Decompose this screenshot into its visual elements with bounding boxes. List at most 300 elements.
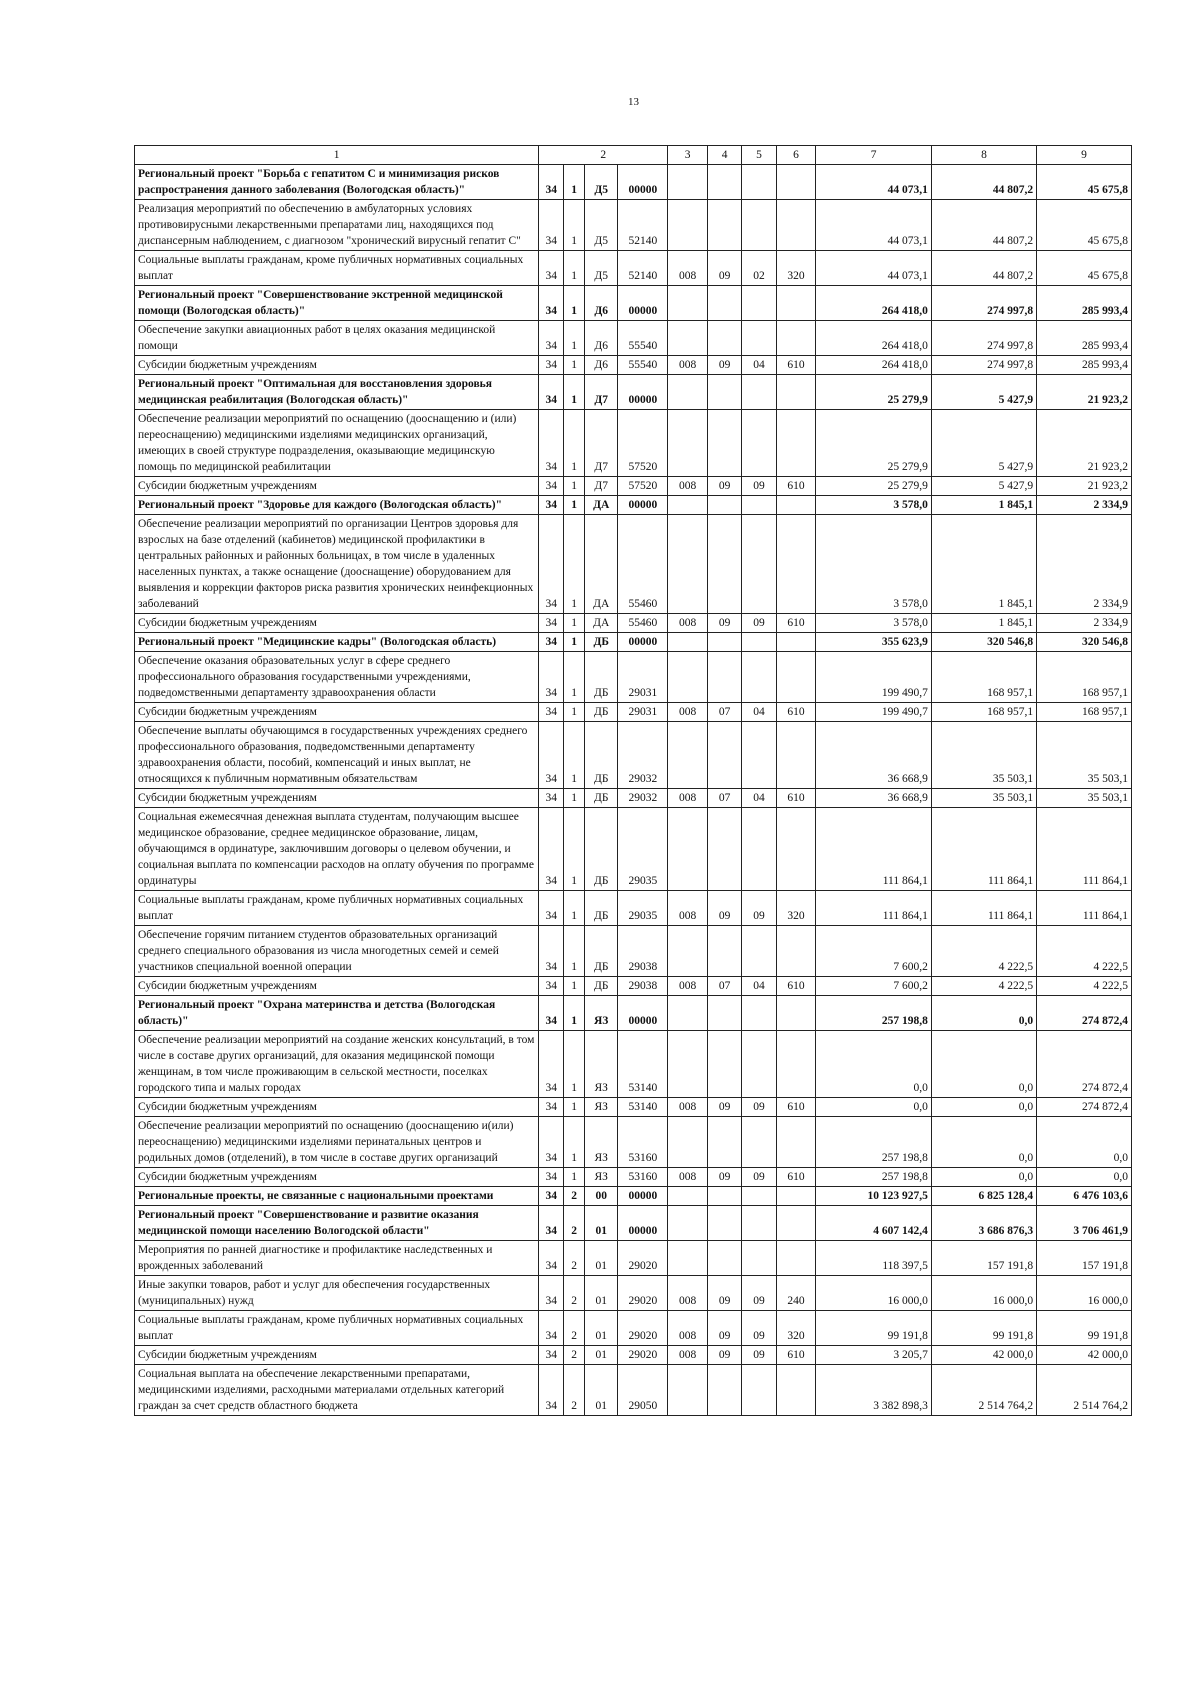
admin-code xyxy=(668,633,708,652)
target-code-2: 1 xyxy=(564,1098,585,1117)
target-code-2: 2 xyxy=(564,1241,585,1276)
section-code: 09 xyxy=(707,1311,741,1346)
amount-year-2: 35 503,1 xyxy=(931,789,1036,808)
amount-year-3: 274 872,4 xyxy=(1037,1031,1132,1098)
amount-year-1: 4 607 142,4 xyxy=(816,1206,932,1241)
subsection-code xyxy=(742,375,776,410)
amount-year-1: 3 382 898,3 xyxy=(816,1365,932,1416)
target-code-3: ДА xyxy=(585,614,618,633)
section-code: 07 xyxy=(707,789,741,808)
section-code: 09 xyxy=(707,614,741,633)
amount-year-2: 111 864,1 xyxy=(931,808,1036,891)
table-row xyxy=(135,515,1132,614)
expense-type-code xyxy=(776,1117,816,1168)
amount-year-1: 3 578,0 xyxy=(816,496,932,515)
subsection-code xyxy=(742,1187,776,1206)
amount-year-3: 45 675,8 xyxy=(1037,200,1132,251)
amount-year-2: 1 845,1 xyxy=(931,496,1036,515)
amount-year-2: 44 807,2 xyxy=(931,200,1036,251)
target-code-3: ДБ xyxy=(585,652,618,703)
row-name: Субсидии бюджетным учреждениям xyxy=(135,1098,539,1117)
target-code-4: 29020 xyxy=(618,1276,668,1311)
target-code-3: 01 xyxy=(585,1365,618,1416)
subsection-code: 09 xyxy=(742,1311,776,1346)
expense-type-code xyxy=(776,652,816,703)
target-code-1: 34 xyxy=(539,251,564,286)
subsection-code xyxy=(742,1117,776,1168)
target-code-2: 1 xyxy=(564,652,585,703)
section-code xyxy=(707,200,741,251)
target-code-4: 00000 xyxy=(618,375,668,410)
amount-year-1: 264 418,0 xyxy=(816,286,932,321)
amount-year-3: 0,0 xyxy=(1037,1168,1132,1187)
section-code xyxy=(707,375,741,410)
expense-type-code xyxy=(776,375,816,410)
target-code-4: 00000 xyxy=(618,1206,668,1241)
target-code-2: 1 xyxy=(564,165,585,200)
target-code-3: ЯЗ xyxy=(585,1168,618,1187)
subsection-code: 09 xyxy=(742,1168,776,1187)
table-row xyxy=(135,1168,1132,1187)
amount-year-2: 3 686 876,3 xyxy=(931,1206,1036,1241)
table-row xyxy=(135,996,1132,1031)
table-row xyxy=(135,703,1132,722)
subsection-code: 09 xyxy=(742,614,776,633)
amount-year-1: 10 123 927,5 xyxy=(816,1187,932,1206)
target-code-1: 34 xyxy=(539,1206,564,1241)
admin-code xyxy=(668,515,708,614)
amount-year-3: 2 334,9 xyxy=(1037,496,1132,515)
row-name: Субсидии бюджетным учреждениям xyxy=(135,477,539,496)
target-code-1: 34 xyxy=(539,200,564,251)
target-code-3: 01 xyxy=(585,1206,618,1241)
subsection-code xyxy=(742,1206,776,1241)
target-code-4: 00000 xyxy=(618,1187,668,1206)
amount-year-3: 6 476 103,6 xyxy=(1037,1187,1132,1206)
expense-type-code xyxy=(776,1187,816,1206)
target-code-1: 34 xyxy=(539,286,564,321)
target-code-3: ЯЗ xyxy=(585,1031,618,1098)
subsection-code xyxy=(742,633,776,652)
header-cell: 4 xyxy=(707,146,741,165)
amount-year-1: 355 623,9 xyxy=(816,633,932,652)
target-code-1: 34 xyxy=(539,1346,564,1365)
admin-code xyxy=(668,1117,708,1168)
admin-code xyxy=(668,496,708,515)
subsection-code: 09 xyxy=(742,1098,776,1117)
table-row xyxy=(135,789,1132,808)
expense-type-code xyxy=(776,321,816,356)
target-code-3: ЯЗ xyxy=(585,1098,618,1117)
amount-year-1: 264 418,0 xyxy=(816,321,932,356)
row-name: Обеспечение реализации мероприятий по организации Центров здоровья для взрослых на базе отделений (кабинетов) медицинской профилактики в центральных районных и районных больницах, в том числе в удаленных населенных пунктах, а также оснащение (дооснащение) оборудованием для выявления и коррекции факторов риска развития хронических неинфекционных заболеваний xyxy=(135,515,539,614)
amount-year-2: 0,0 xyxy=(931,1117,1036,1168)
expense-type-code xyxy=(776,722,816,789)
amount-year-3: 274 872,4 xyxy=(1037,1098,1132,1117)
target-code-3: Д5 xyxy=(585,251,618,286)
expense-type-code xyxy=(776,1241,816,1276)
amount-year-3: 45 675,8 xyxy=(1037,165,1132,200)
table-row xyxy=(135,633,1132,652)
table-row xyxy=(135,375,1132,410)
target-code-1: 34 xyxy=(539,1241,564,1276)
section-code: 07 xyxy=(707,977,741,996)
section-code: 09 xyxy=(707,251,741,286)
amount-year-1: 0,0 xyxy=(816,1031,932,1098)
table-row xyxy=(135,891,1132,926)
subsection-code: 04 xyxy=(742,356,776,375)
admin-code xyxy=(668,321,708,356)
amount-year-2: 111 864,1 xyxy=(931,891,1036,926)
section-code: 09 xyxy=(707,1276,741,1311)
admin-code xyxy=(668,1365,708,1416)
amount-year-2: 6 825 128,4 xyxy=(931,1187,1036,1206)
section-code: 07 xyxy=(707,703,741,722)
target-code-2: 1 xyxy=(564,321,585,356)
target-code-1: 34 xyxy=(539,1187,564,1206)
amount-year-3: 21 923,2 xyxy=(1037,375,1132,410)
header-cell: 9 xyxy=(1037,146,1132,165)
amount-year-2: 35 503,1 xyxy=(931,722,1036,789)
target-code-4: 29035 xyxy=(618,891,668,926)
expense-type-code: 610 xyxy=(776,977,816,996)
amount-year-1: 257 198,8 xyxy=(816,996,932,1031)
target-code-3: Д5 xyxy=(585,200,618,251)
subsection-code xyxy=(742,321,776,356)
row-name: Субсидии бюджетным учреждениям xyxy=(135,1346,539,1365)
admin-code xyxy=(668,1031,708,1098)
expense-type-code: 320 xyxy=(776,1311,816,1346)
table-row xyxy=(135,1311,1132,1346)
row-name: Субсидии бюджетным учреждениям xyxy=(135,1168,539,1187)
budget-table xyxy=(134,145,1132,1416)
table-row xyxy=(135,410,1132,477)
section-code xyxy=(707,410,741,477)
subsection-code: 09 xyxy=(742,1346,776,1365)
section-code: 09 xyxy=(707,1168,741,1187)
subsection-code: 02 xyxy=(742,251,776,286)
section-code xyxy=(707,1206,741,1241)
table-row xyxy=(135,286,1132,321)
subsection-code xyxy=(742,722,776,789)
amount-year-3: 21 923,2 xyxy=(1037,477,1132,496)
target-code-2: 1 xyxy=(564,515,585,614)
expense-type-code: 610 xyxy=(776,477,816,496)
amount-year-1: 199 490,7 xyxy=(816,703,932,722)
target-code-2: 1 xyxy=(564,926,585,977)
admin-code xyxy=(668,1241,708,1276)
admin-code xyxy=(668,165,708,200)
target-code-4: 55540 xyxy=(618,321,668,356)
amount-year-3: 42 000,0 xyxy=(1037,1346,1132,1365)
amount-year-3: 2 334,9 xyxy=(1037,515,1132,614)
header-cell: 1 xyxy=(135,146,539,165)
header-cell: 2 xyxy=(539,146,668,165)
admin-code xyxy=(668,286,708,321)
section-code xyxy=(707,1031,741,1098)
target-code-4: 29031 xyxy=(618,703,668,722)
row-name: Обеспечение закупки авиационных работ в целях оказания медицинской помощи xyxy=(135,321,539,356)
target-code-1: 34 xyxy=(539,165,564,200)
expense-type-code: 610 xyxy=(776,356,816,375)
section-code: 09 xyxy=(707,891,741,926)
row-name: Реализация мероприятий по обеспечению в амбулаторных условиях противовирусными лекарственными препаратами лиц, находящихся под диспансерным наблюдением, с диагнозом "хронический вирусный гепатит С" xyxy=(135,200,539,251)
table-row xyxy=(135,1346,1132,1365)
target-code-4: 57520 xyxy=(618,477,668,496)
target-code-3: ДБ xyxy=(585,891,618,926)
expense-type-code: 610 xyxy=(776,703,816,722)
target-code-2: 1 xyxy=(564,1117,585,1168)
target-code-1: 34 xyxy=(539,996,564,1031)
table-row xyxy=(135,251,1132,286)
target-code-4: 29050 xyxy=(618,1365,668,1416)
amount-year-1: 44 073,1 xyxy=(816,251,932,286)
amount-year-1: 44 073,1 xyxy=(816,200,932,251)
target-code-3: Д7 xyxy=(585,375,618,410)
expense-type-code: 610 xyxy=(776,789,816,808)
target-code-3: Д5 xyxy=(585,165,618,200)
amount-year-1: 199 490,7 xyxy=(816,652,932,703)
expense-type-code xyxy=(776,1031,816,1098)
target-code-1: 34 xyxy=(539,356,564,375)
target-code-3: Д6 xyxy=(585,286,618,321)
amount-year-2: 16 000,0 xyxy=(931,1276,1036,1311)
subsection-code: 04 xyxy=(742,977,776,996)
target-code-2: 1 xyxy=(564,1168,585,1187)
amount-year-2: 5 427,9 xyxy=(931,375,1036,410)
target-code-2: 1 xyxy=(564,703,585,722)
target-code-3: ДБ xyxy=(585,808,618,891)
admin-code xyxy=(668,722,708,789)
amount-year-2: 2 514 764,2 xyxy=(931,1365,1036,1416)
row-name: Социальные выплаты гражданам, кроме публичных нормативных социальных выплат xyxy=(135,891,539,926)
admin-code xyxy=(668,808,708,891)
row-name: Обеспечение оказания образовательных услуг в сфере среднего профессионального образования государственными учреждениями, подведомственными департаменту здравоохранения области xyxy=(135,652,539,703)
target-code-2: 1 xyxy=(564,356,585,375)
target-code-4: 29032 xyxy=(618,722,668,789)
amount-year-1: 7 600,2 xyxy=(816,926,932,977)
row-name: Региональный проект "Здоровье для каждого (Вологодская область)" xyxy=(135,496,539,515)
admin-code: 008 xyxy=(668,477,708,496)
amount-year-2: 274 997,8 xyxy=(931,321,1036,356)
amount-year-3: 21 923,2 xyxy=(1037,410,1132,477)
row-name: Региональный проект "Оптимальная для восстановления здоровья медицинская реабилитация (Вологодская область)" xyxy=(135,375,539,410)
target-code-2: 2 xyxy=(564,1346,585,1365)
amount-year-2: 274 997,8 xyxy=(931,286,1036,321)
admin-code: 008 xyxy=(668,251,708,286)
target-code-1: 34 xyxy=(539,789,564,808)
target-code-1: 34 xyxy=(539,652,564,703)
amount-year-3: 16 000,0 xyxy=(1037,1276,1132,1311)
admin-code xyxy=(668,652,708,703)
table-row xyxy=(135,926,1132,977)
table-row xyxy=(135,1241,1132,1276)
row-name: Мероприятия по ранней диагностике и профилактике наследственных и врожденных заболеваний xyxy=(135,1241,539,1276)
target-code-2: 1 xyxy=(564,200,585,251)
amount-year-2: 42 000,0 xyxy=(931,1346,1036,1365)
amount-year-1: 25 279,9 xyxy=(816,477,932,496)
target-code-2: 1 xyxy=(564,251,585,286)
target-code-2: 1 xyxy=(564,286,585,321)
target-code-4: 00000 xyxy=(618,496,668,515)
target-code-1: 34 xyxy=(539,321,564,356)
expense-type-code: 610 xyxy=(776,1098,816,1117)
row-name: Субсидии бюджетным учреждениям xyxy=(135,977,539,996)
target-code-3: 01 xyxy=(585,1241,618,1276)
subsection-code xyxy=(742,286,776,321)
section-code xyxy=(707,996,741,1031)
table-row xyxy=(135,1187,1132,1206)
admin-code: 008 xyxy=(668,1276,708,1311)
target-code-1: 34 xyxy=(539,1117,564,1168)
amount-year-3: 4 222,5 xyxy=(1037,977,1132,996)
amount-year-3: 45 675,8 xyxy=(1037,251,1132,286)
amount-year-3: 285 993,4 xyxy=(1037,286,1132,321)
table-body xyxy=(135,165,1132,1416)
admin-code: 008 xyxy=(668,356,708,375)
expense-type-code: 320 xyxy=(776,891,816,926)
section-code xyxy=(707,633,741,652)
target-code-3: 01 xyxy=(585,1276,618,1311)
expense-type-code xyxy=(776,1206,816,1241)
amount-year-2: 5 427,9 xyxy=(931,410,1036,477)
amount-year-1: 99 191,8 xyxy=(816,1311,932,1346)
amount-year-1: 264 418,0 xyxy=(816,356,932,375)
amount-year-2: 44 807,2 xyxy=(931,251,1036,286)
expense-type-code: 320 xyxy=(776,251,816,286)
row-name: Обеспечение реализации мероприятий по оснащению (дооснащению и(или) переоснащению) медицинскими изделиями перинатальных центров и родильных домов (отделений), в том числе в составе других организаций xyxy=(135,1117,539,1168)
amount-year-1: 3 578,0 xyxy=(816,515,932,614)
amount-year-3: 4 222,5 xyxy=(1037,926,1132,977)
row-name: Социальные выплаты гражданам, кроме публичных нормативных социальных выплат xyxy=(135,1311,539,1346)
section-code xyxy=(707,1187,741,1206)
header-cell: 3 xyxy=(668,146,708,165)
target-code-3: 01 xyxy=(585,1311,618,1346)
amount-year-3: 35 503,1 xyxy=(1037,722,1132,789)
section-code xyxy=(707,1241,741,1276)
target-code-2: 1 xyxy=(564,410,585,477)
expense-type-code xyxy=(776,496,816,515)
target-code-1: 34 xyxy=(539,410,564,477)
admin-code xyxy=(668,926,708,977)
row-name: Региональный проект "Медицинские кадры" (Вологодская область) xyxy=(135,633,539,652)
target-code-4: 55460 xyxy=(618,515,668,614)
target-code-3: Д7 xyxy=(585,410,618,477)
target-code-4: 29038 xyxy=(618,977,668,996)
table-row xyxy=(135,652,1132,703)
row-name: Обеспечение реализации мероприятий по оснащению (дооснащению и (или) переоснащению) медицинскими изделиями медицинских организаций, имеющих в своей структуре подразделения, оказывающие медицинскую помощь по медицинской реабилитации xyxy=(135,410,539,477)
header-cell: 8 xyxy=(931,146,1036,165)
target-code-3: ЯЗ xyxy=(585,1117,618,1168)
table-row xyxy=(135,496,1132,515)
target-code-4: 53160 xyxy=(618,1168,668,1187)
admin-code: 008 xyxy=(668,977,708,996)
expense-type-code xyxy=(776,633,816,652)
expense-type-code: 240 xyxy=(776,1276,816,1311)
expense-type-code xyxy=(776,515,816,614)
amount-year-2: 4 222,5 xyxy=(931,926,1036,977)
target-code-3: Д7 xyxy=(585,477,618,496)
table-row xyxy=(135,614,1132,633)
admin-code: 008 xyxy=(668,891,708,926)
amount-year-3: 285 993,4 xyxy=(1037,356,1132,375)
row-name: Региональный проект "Совершенствование и развитие оказания медицинской помощи населению Вологодской области" xyxy=(135,1206,539,1241)
subsection-code: 09 xyxy=(742,891,776,926)
row-name: Социальные выплаты гражданам, кроме публичных нормативных социальных выплат xyxy=(135,251,539,286)
admin-code: 008 xyxy=(668,703,708,722)
target-code-2: 2 xyxy=(564,1276,585,1311)
row-name: Социальная выплата на обеспечение лекарственными препаратами, медицинскими изделиями, расходными материалами отдельных категорий граждан за счет средств областного бюджета xyxy=(135,1365,539,1416)
target-code-3: ДБ xyxy=(585,722,618,789)
table-row xyxy=(135,477,1132,496)
target-code-4: 53160 xyxy=(618,1117,668,1168)
target-code-1: 34 xyxy=(539,1168,564,1187)
target-code-2: 1 xyxy=(564,633,585,652)
target-code-4: 00000 xyxy=(618,286,668,321)
section-code xyxy=(707,321,741,356)
amount-year-3: 157 191,8 xyxy=(1037,1241,1132,1276)
amount-year-1: 257 198,8 xyxy=(816,1117,932,1168)
section-code xyxy=(707,515,741,614)
target-code-2: 1 xyxy=(564,722,585,789)
subsection-code: 09 xyxy=(742,477,776,496)
amount-year-3: 99 191,8 xyxy=(1037,1311,1132,1346)
subsection-code xyxy=(742,652,776,703)
row-name: Региональный проект "Охрана материнства и детства (Вологодская область)" xyxy=(135,996,539,1031)
target-code-4: 52140 xyxy=(618,200,668,251)
section-code: 09 xyxy=(707,477,741,496)
subsection-code: 09 xyxy=(742,1276,776,1311)
target-code-1: 34 xyxy=(539,375,564,410)
target-code-2: 1 xyxy=(564,614,585,633)
section-code xyxy=(707,808,741,891)
target-code-3: ДБ xyxy=(585,977,618,996)
target-code-2: 1 xyxy=(564,477,585,496)
amount-year-1: 111 864,1 xyxy=(816,891,932,926)
expense-type-code xyxy=(776,996,816,1031)
table-row xyxy=(135,1098,1132,1117)
target-code-2: 1 xyxy=(564,496,585,515)
target-code-4: 29035 xyxy=(618,808,668,891)
target-code-4: 55540 xyxy=(618,356,668,375)
amount-year-2: 168 957,1 xyxy=(931,652,1036,703)
target-code-4: 29020 xyxy=(618,1346,668,1365)
target-code-1: 34 xyxy=(539,633,564,652)
amount-year-1: 44 073,1 xyxy=(816,165,932,200)
target-code-4: 29020 xyxy=(618,1311,668,1346)
amount-year-2: 0,0 xyxy=(931,996,1036,1031)
amount-year-1: 257 198,8 xyxy=(816,1168,932,1187)
table-row xyxy=(135,1276,1132,1311)
admin-code xyxy=(668,1206,708,1241)
target-code-2: 1 xyxy=(564,891,585,926)
expense-type-code: 610 xyxy=(776,1168,816,1187)
amount-year-3: 168 957,1 xyxy=(1037,703,1132,722)
amount-year-2: 4 222,5 xyxy=(931,977,1036,996)
target-code-2: 2 xyxy=(564,1206,585,1241)
target-code-1: 34 xyxy=(539,977,564,996)
target-code-4: 29038 xyxy=(618,926,668,977)
target-code-1: 34 xyxy=(539,496,564,515)
amount-year-1: 25 279,9 xyxy=(816,375,932,410)
expense-type-code xyxy=(776,808,816,891)
target-code-3: ЯЗ xyxy=(585,996,618,1031)
target-code-2: 1 xyxy=(564,996,585,1031)
amount-year-2: 274 997,8 xyxy=(931,356,1036,375)
subsection-code xyxy=(742,410,776,477)
row-name: Обеспечение реализации мероприятий на создание женских консультаций, в том числе в составе других организаций, для оказания медицинской помощи женщинам, в том числе проживающим в сельской местности, поселках городского типа и малых городах xyxy=(135,1031,539,1098)
subsection-code: 04 xyxy=(742,703,776,722)
